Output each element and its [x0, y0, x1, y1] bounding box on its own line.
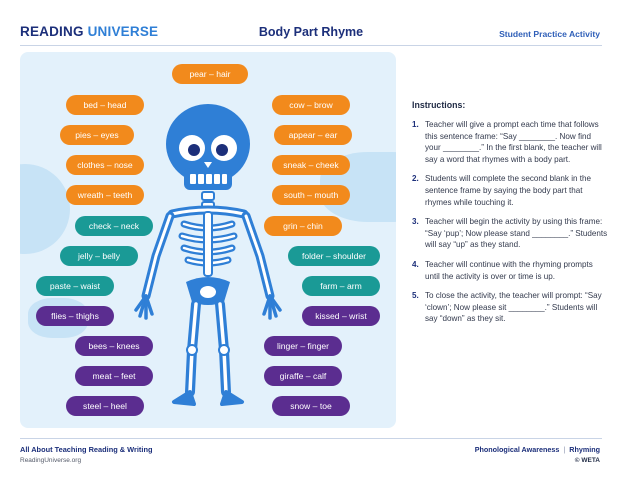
footer-topics: Phonological Awareness | Rhyming — [474, 445, 600, 454]
footer-divider — [20, 438, 602, 439]
sternum — [204, 212, 212, 276]
rhyme-pill: bed – head — [66, 95, 144, 115]
instruction-step: 5. To close the activity, the teacher will prompt: “Say ‘clown’; Now please sit ________.” Students will say “down” as they sit. — [412, 291, 602, 324]
copyright: © WETA — [574, 457, 600, 464]
rhyme-pill: grin – chin — [264, 216, 342, 236]
rhyme-pill: pear – hair — [172, 64, 248, 84]
rhyme-pill: clothes – nose — [66, 155, 144, 175]
rhyme-pill: snow – toe — [272, 396, 350, 416]
instructions-heading: Instructions: — [412, 100, 466, 110]
background-blob — [20, 164, 70, 254]
topic-label: Rhyming — [569, 445, 600, 454]
knee-left — [187, 345, 197, 355]
foot-right — [222, 392, 242, 404]
logo-universe: UNIVERSE — [87, 24, 159, 39]
rhyme-pill: sneak – cheek — [272, 155, 350, 175]
footer-url: ReadingUniverse.org — [20, 457, 82, 464]
instructions — [412, 100, 608, 333]
rhyme-pill: jelly – belly — [60, 246, 138, 266]
topic-label: Phonological Awareness — [474, 445, 560, 454]
rhyme-pill: south – mouth — [272, 185, 350, 205]
rhyme-pill: farm – arm — [302, 276, 380, 296]
knee-right — [219, 345, 229, 355]
foot-left — [174, 392, 194, 404]
rhyme-pill: kissed – wrist — [302, 306, 380, 326]
rhyme-pill: bees – knees — [75, 336, 153, 356]
instruction-step: 4. Teacher will continue with the rhyming prompts until the activity is over or time is up. — [412, 259, 593, 281]
rhyme-pill: pies – eyes — [60, 125, 134, 145]
rhyme-pill: flies – thighs — [36, 306, 114, 326]
instruction-step: 1. Teacher will give a prompt each time that follows this sentence frame: “Say ________. Now find your ________.” In the first blank, the teacher will say a word that rhymes with a body part. — [412, 120, 602, 164]
rhyme-pill: linger – finger — [264, 336, 342, 356]
footer-title: All About Teaching Reading & Writing — [20, 445, 153, 454]
rhyme-pill: appear – ear — [274, 125, 352, 145]
pupil-right — [216, 144, 228, 156]
rhyme-pill: paste – waist — [36, 276, 114, 296]
instruction-step: 2. Students will complete the second blank in the sentence frame by saying the body part that rhymes while touching it. — [412, 174, 592, 207]
rhyme-pill: wreath – teeth — [66, 185, 144, 205]
rhyme-pill: cow – brow — [272, 95, 350, 115]
logo-reading: READING — [20, 24, 84, 39]
rhyme-pill: meat – feet — [75, 366, 153, 386]
header-divider — [20, 45, 602, 46]
rhyme-pill: giraffe – calf — [264, 366, 342, 386]
rhyme-pill: steel – heel — [66, 396, 144, 416]
instruction-step: 3. Teacher will begin the activity by using this frame: “Say ‘pup’; Now please stand ________.” Students will say “up” as they stand. — [412, 217, 608, 250]
skeleton-illustration — [128, 96, 288, 416]
pupil-left — [188, 144, 200, 156]
illustration-panel — [20, 52, 396, 428]
rhyme-pill: folder – shoulder — [288, 246, 380, 266]
activity-label: Student Practice Activity — [499, 29, 600, 39]
page-title: Body Part Rhyme — [258, 25, 364, 39]
rhyme-pill: check – neck — [75, 216, 153, 236]
